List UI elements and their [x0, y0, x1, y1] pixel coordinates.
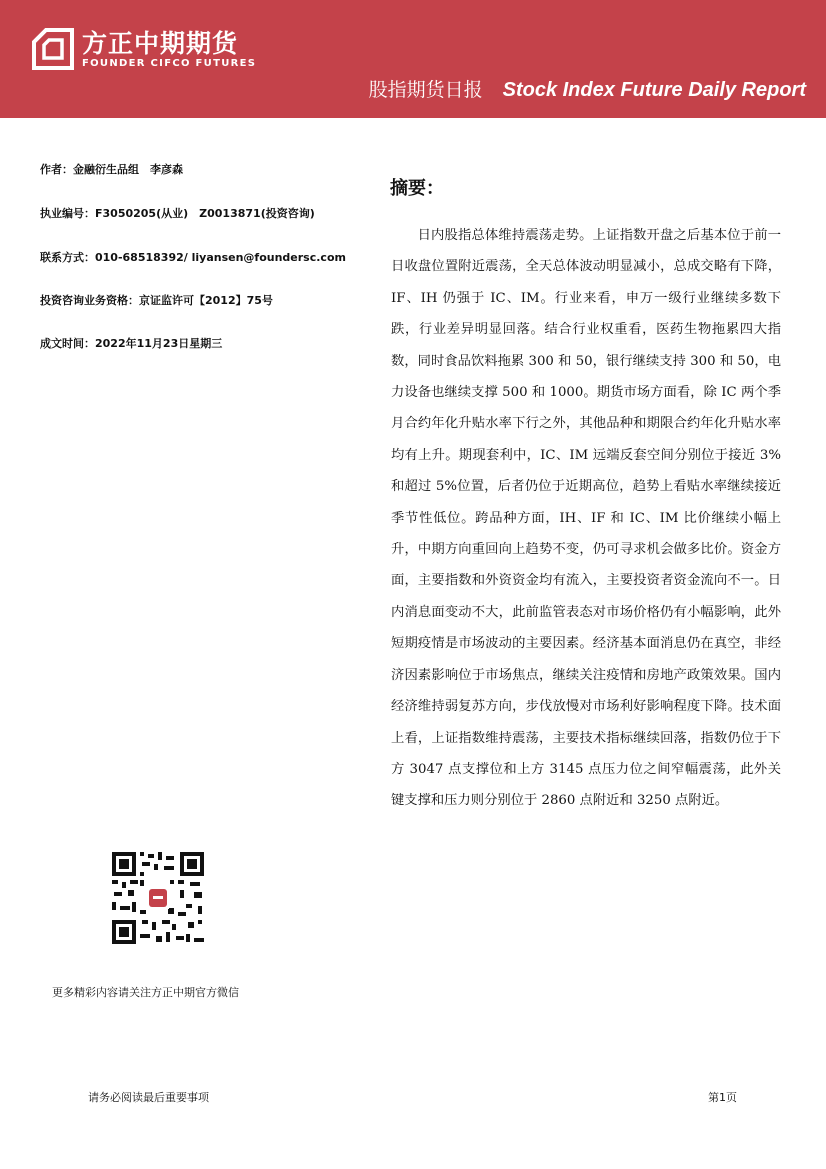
company-name-cn: 方正中期期货 [82, 29, 239, 58]
license-line: 执业编号：F3050205(从业) Z0013871(投资咨询) [40, 207, 315, 220]
author-line: 作者：金融衍生品组 李彦森 [40, 163, 183, 176]
wechat-qr-code-icon [110, 850, 206, 946]
abstract-title: 摘要： [390, 178, 444, 199]
date-line: 成文时间：2022年11月23日星期三 [40, 337, 223, 350]
footer-notice: 请务必阅读最后重要事项 [88, 1091, 209, 1104]
qualification-line: 投资咨询业务资格：京证监许可【2012】75号 [40, 294, 273, 307]
abstract-body: 日内股指总体维持震荡走势。上证指数开盘之后基本位于前一日收盘位置附近震荡，全天总体波动明显减小，总成交略有下降，IF、IH 仍强于 IC、IM。行业来看，申万一级行业继续多数下跌，行业差异明显回落。结合行业权重看，医药生物拖累四大指数，同时食品饮料拖累 300 和 50，银行继续支持 300 和 50，电力设备也继续支撑 500 和 1000。期货市场方面看，除 IC 两个季月合约年化升贴水率下行之外，其他品种和期限合约年化升贴水率均有上升。期现套利中，IC、IM 远端反套空间分别位于接近 3%和超过 5%位置，后者仍位于近期高位，趋势上看贴水率继续接近季节性低位。跨品种方面，IH、IF 和 IC、IM 比价继续小幅上升，中期方向重回向上趋势不变，仍可寻求机会做多比价。资金方面，主要指数和外资资金均有流入，主要投资者资金流向不一。日内消息面变动不大，此前监管表态对市场价格仍有小幅影响，此外短期疫情是市场波动的主要因素。经济基本面消息仍在真空，非经济因素影响位于市场焦点，继续关注疫情和房地产政策效果。国内经济维持弱复苏方向，步伐放慢对市场利好影响程度下降。技术面上看，上证指数维持震荡，主要技术指标继续回落，指数仍位于下方 3047 点支撑位和上方 3145 点压力位之间窄幅震荡，此外关键支撑和压力则分别位于 2860 点附近和 3250 点附近。 [391, 228, 781, 809]
company-name-en: FOUNDER CIFCO FUTURES [82, 58, 257, 69]
report-title-en: Stock Index Future Daily Report [502, 79, 806, 101]
page-number: 第1页 [708, 1091, 737, 1104]
report-title [369, 75, 806, 102]
qr-caption: 更多精彩内容请关注方正中期官方微信 [52, 986, 239, 999]
founder-logo-icon [32, 28, 74, 70]
contact-line: 联系方式：010-68518392/ liyansen@foundersc.com [40, 251, 346, 264]
report-title-cn: 股指期货日报 [368, 79, 483, 101]
report-header [0, 0, 826, 118]
